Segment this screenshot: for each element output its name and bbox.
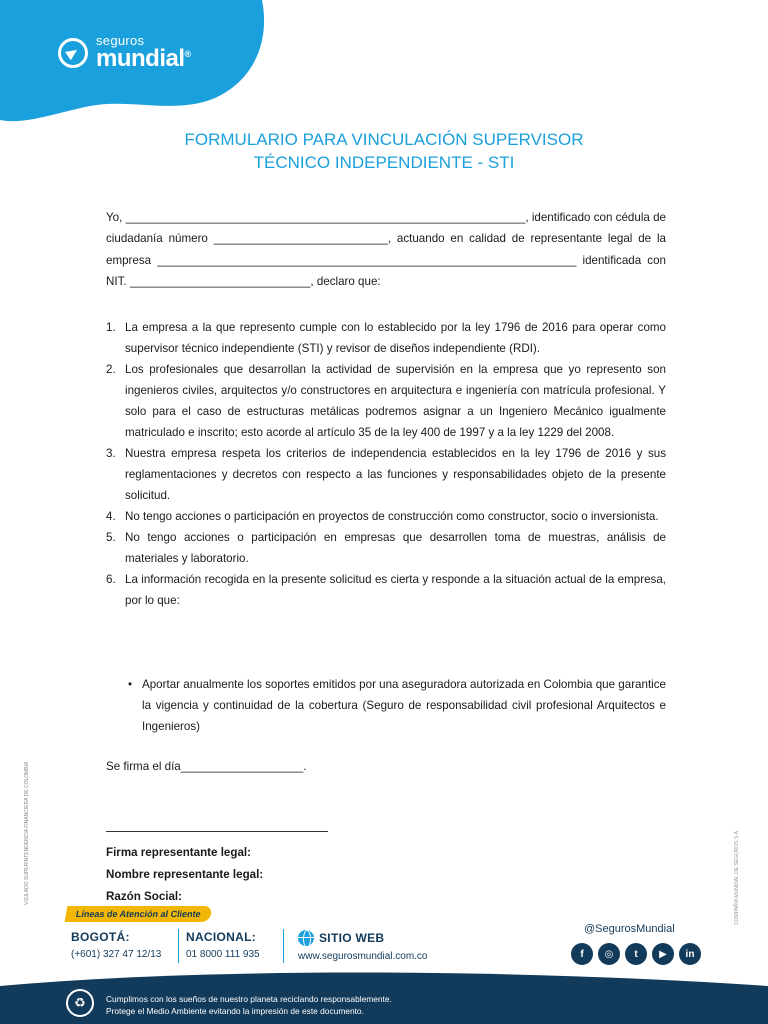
- contact-divider: [178, 929, 179, 963]
- contact-web: [298, 930, 428, 962]
- website-link[interactable]: www.segurosmundial.com.co: [298, 951, 428, 962]
- intro-paragraph: Yo, ______________________________________________________________, identificado con cédula de ciudadanía número ___________________________, actuando en calidad de representante legal de la empresa _________________________________________________________________ identificada con NIT. ____________________________, declaro que:: [106, 211, 666, 289]
- globe-icon: [298, 930, 314, 946]
- list-item-number: 5.: [106, 531, 116, 544]
- sign-date: Se firma el día___________________.: [106, 760, 307, 773]
- company-side-text: [734, 815, 744, 925]
- youtube-icon[interactable]: ▶: [652, 943, 674, 965]
- footer-line-2: Protege el Medio Ambiente evitando la impresión de este documento.: [106, 1006, 364, 1016]
- list-item-text: La información recogida en la presente solicitud es cierta y responde a la situación actual de la empresa, por lo que:: [125, 573, 666, 607]
- list-item-text: No tengo acciones o participación en empresas que desarrollen toma de muestras, análisis de materiales y laboratorio.: [125, 531, 666, 565]
- title-line-1: FORMULARIO PARA VINCULACIÓN SUPERVISOR: [184, 130, 584, 149]
- company-legal-text: COMPAÑÍA MUNDIAL DE SEGUROS S.A.: [734, 829, 740, 925]
- contact-nacional: [186, 930, 260, 960]
- list-item-number: 4.: [106, 510, 116, 523]
- company-name-label: Razón Social:: [106, 890, 183, 903]
- web-label: SITIO WEB: [319, 931, 385, 945]
- declaration-list: [106, 317, 666, 611]
- page-title: [0, 128, 768, 174]
- brand-logo-big: mundial: [96, 45, 185, 72]
- list-item-number: 1.: [106, 321, 116, 334]
- twitter-icon[interactable]: t: [625, 943, 647, 965]
- representative-name-label: Nombre representante legal:: [106, 868, 264, 881]
- nacional-phone[interactable]: 01 8000 111 935: [186, 949, 260, 960]
- linkedin-icon[interactable]: in: [679, 943, 701, 965]
- list-item-number: 2.: [106, 363, 116, 376]
- footer-message: [106, 993, 392, 1017]
- vigilado-side-text: [24, 761, 38, 905]
- facebook-icon[interactable]: f: [571, 943, 593, 965]
- signature-line: [106, 831, 328, 832]
- contact-bogota: [71, 930, 161, 960]
- social-handle: @SegurosMundial: [584, 923, 675, 935]
- list-item-number: 3.: [106, 447, 116, 460]
- footer-line-1: Cumplimos con los sueños de nuestro planeta reciclando responsablemente.: [106, 994, 392, 1004]
- brand-logo-icon: [58, 38, 88, 68]
- title-line-2: TÉCNICO INDEPENDIENTE - STI: [253, 153, 515, 172]
- recycle-icon: ♻: [66, 989, 94, 1017]
- list-item-text: La empresa a la que represento cumple con lo establecido por la ley 1796 de 2016 para operar como supervisor técnico independiente (STI) y revisor de diseños independiente (RDI).: [125, 321, 666, 355]
- bogota-phone[interactable]: (+601) 327 47 12/13: [71, 949, 162, 960]
- customer-lines-badge: Líneas de Atención al Cliente: [65, 906, 213, 922]
- list-item: [106, 506, 666, 527]
- bullet-item: [128, 674, 666, 737]
- list-item: [106, 443, 666, 506]
- instagram-icon[interactable]: ◎: [598, 943, 620, 965]
- bullet-dot-icon: •: [128, 678, 133, 691]
- brand-registered-mark: ®: [184, 49, 191, 59]
- nacional-label: NACIONAL:: [186, 930, 257, 944]
- list-item: [106, 569, 666, 611]
- bogota-label: BOGOTÁ:: [71, 930, 130, 944]
- social-icons: [571, 943, 701, 965]
- list-item: [106, 317, 666, 359]
- list-item-number: 6.: [106, 573, 116, 586]
- brand-logo: [58, 34, 191, 71]
- list-item-text: No tengo acciones o participación en proyectos de construcción como constructor, socio o inversionista.: [125, 510, 659, 523]
- vigilado-text: VIGILADO SUPERINTENDENCIA FINANCIERA DE COLOMBIA: [24, 761, 30, 905]
- list-item: [106, 527, 666, 569]
- list-item: [106, 359, 666, 443]
- list-item-text: Los profesionales que desarrollan la actividad de supervisión en la empresa que yo represento son ingenieros civiles, arquitectos y/o constructores en arquitectura e ingeniería con matrícula profesional. Y solo para el caso de estructuras metálicas podremos asignar a un Ingeniero Mecánico igualmente matriculado e inscrito; esto acorde al artículo 35 de la ley 400 de 1997 y a la ley 1229 del 2008.: [125, 363, 666, 439]
- brand-logo-small: seguros: [96, 33, 145, 48]
- signature-block: [106, 842, 263, 908]
- contact-divider: [283, 929, 284, 963]
- list-item-text: Nuestra empresa respeta los criterios de independencia establecidos en la ley 1796 de 2016 y sus reglamentaciones y decretos con respecto a las funciones y responsabilidades objeto de la presente solicitud.: [125, 447, 666, 502]
- signature-label: Firma representante legal:: [106, 846, 251, 859]
- bullet-text: Aportar anualmente los soportes emitidos por una aseguradora autorizada en Colombia que garantice la vigencia y continuidad de la cobertura (Seguro de responsabilidad civil profesional Arquitectos e Ingenieros): [142, 678, 666, 733]
